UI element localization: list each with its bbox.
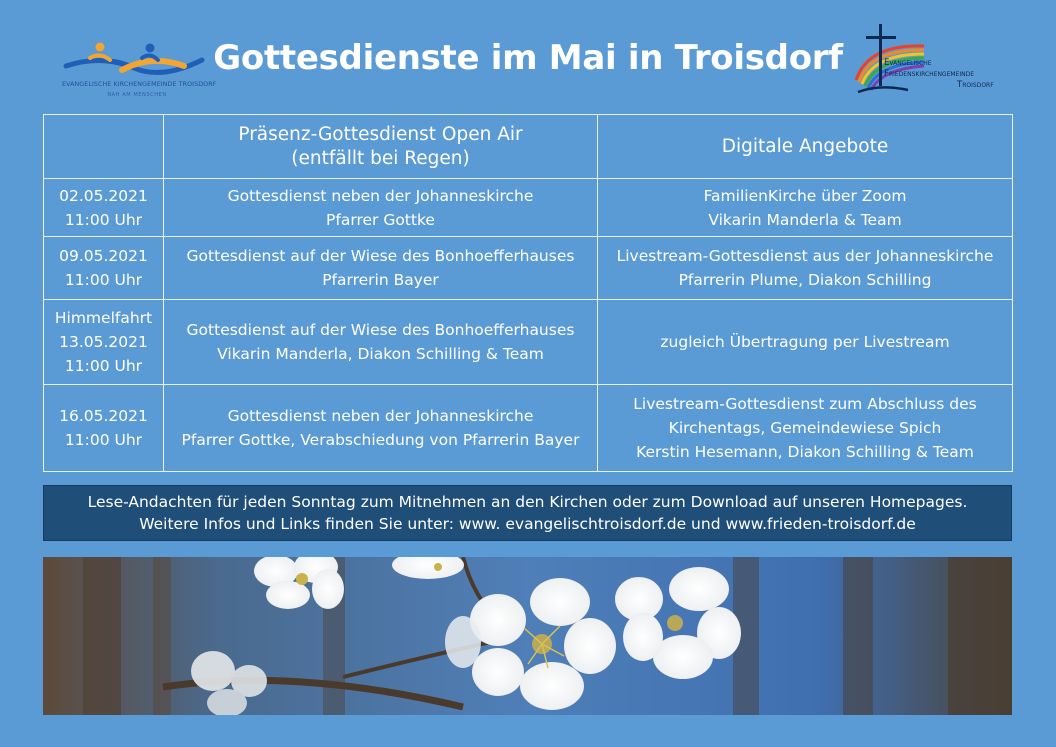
time-line: 11:00 Uhr bbox=[64, 357, 143, 375]
cherry-blossom-photo bbox=[43, 557, 1012, 715]
digital-cell bbox=[598, 385, 1013, 472]
digital-cell bbox=[598, 179, 1013, 237]
praesenz-line: Gottesdienst neben der Johanneskirche bbox=[227, 186, 534, 205]
praesenz-line: Gottesdienst auf der Wiese des Bonhoefferhauses bbox=[186, 321, 575, 339]
table-row bbox=[44, 237, 1013, 300]
left-logo-name: EVANGELISCHE KIRCHENGEMEINDE TROISDORF bbox=[62, 81, 217, 88]
blossom-image bbox=[43, 557, 1012, 715]
praesenz-cell bbox=[164, 300, 598, 385]
table-header-row bbox=[44, 115, 1013, 179]
service-schedule-table bbox=[43, 114, 1013, 472]
praesenz-line: Pfarrerin Bayer bbox=[322, 271, 439, 289]
praesenz-cell bbox=[164, 237, 598, 300]
table-row bbox=[44, 179, 1013, 237]
date-cell bbox=[44, 385, 164, 472]
date-line: 13.05.2021 bbox=[59, 333, 148, 351]
time-line: 11:00 Uhr bbox=[64, 431, 143, 449]
date-line: 16.05.2021 bbox=[59, 407, 148, 425]
praesenz-line: Gottesdienst auf der Wiese des Bonhoefferhauses bbox=[186, 247, 575, 265]
time-line: 11:00 Uhr bbox=[64, 210, 143, 229]
info-box bbox=[43, 485, 1012, 541]
digital-line: zugleich Übertragung per Livestream bbox=[660, 333, 950, 351]
page-title: Gottesdienste im Mai in Troisdorf bbox=[213, 38, 843, 78]
info-line-andachten: Lese-Andachten für jeden Sonntag zum Mitnehmen an den Kirchen oder zum Download auf unseren Homepages. bbox=[87, 493, 968, 511]
digital-cell bbox=[598, 300, 1013, 385]
table-row bbox=[44, 385, 1013, 472]
digital-line: Pfarrerin Plume, Diakon Schilling bbox=[678, 271, 932, 289]
header-praesenz-line2: (entfällt bei Regen) bbox=[291, 147, 470, 169]
praesenz-cell bbox=[164, 179, 598, 237]
digital-line: Kirchentags, Gemeindewiese Spich bbox=[668, 419, 942, 437]
digital-line: Vikarin Manderla & Team bbox=[708, 210, 902, 229]
digital-line: FamilienKirche über Zoom bbox=[703, 186, 907, 205]
praesenz-cell bbox=[164, 385, 598, 472]
info-line-websites: Weitere Infos und Links finden Sie unter: www. evangelischtroisdorf.de und www.frieden-troisdorf.de bbox=[139, 515, 916, 533]
header-praesenz-cell bbox=[164, 115, 598, 179]
right-church-logo bbox=[850, 22, 1020, 96]
right-logo-line3: Troisdorf bbox=[957, 80, 994, 90]
right-logo-line2: Friedenskirchengemeinde bbox=[884, 69, 975, 79]
date-line: 09.05.2021 bbox=[59, 247, 148, 265]
date-cell bbox=[44, 237, 164, 300]
digital-line: Livestream-Gottesdienst aus der Johanneskirche bbox=[616, 247, 994, 265]
holiday-line: Himmelfahrt bbox=[54, 309, 153, 327]
praesenz-line: Vikarin Manderla, Diakon Schilling & Team bbox=[217, 345, 544, 363]
digital-cell bbox=[598, 237, 1013, 300]
praesenz-line: Pfarrer Gottke bbox=[326, 210, 435, 229]
header-date-cell bbox=[44, 115, 164, 179]
header-praesenz-line1: Präsenz-Gottesdienst Open Air bbox=[238, 123, 523, 145]
date-cell bbox=[44, 179, 164, 237]
digital-line: Livestream-Gottesdienst zum Abschluss des bbox=[633, 395, 977, 413]
digital-line: Kerstin Hesemann, Diakon Schilling & Team bbox=[636, 443, 974, 461]
table-row bbox=[44, 300, 1013, 385]
right-logo-text bbox=[884, 58, 994, 91]
date-cell bbox=[44, 300, 164, 385]
time-line: 11:00 Uhr bbox=[64, 271, 143, 289]
date-line: 02.05.2021 bbox=[59, 186, 148, 205]
header-digital-cell: Digitale Angebote bbox=[598, 115, 1013, 179]
praesenz-line: Gottesdienst neben der Johanneskirche bbox=[227, 407, 534, 425]
left-logo-slogan: NAH AM MENSCHEN bbox=[107, 92, 167, 98]
right-logo-line1: Evangelische bbox=[884, 58, 932, 68]
praesenz-line: Pfarrer Gottke, Verabschiedung von Pfarrerin Bayer bbox=[181, 431, 580, 449]
